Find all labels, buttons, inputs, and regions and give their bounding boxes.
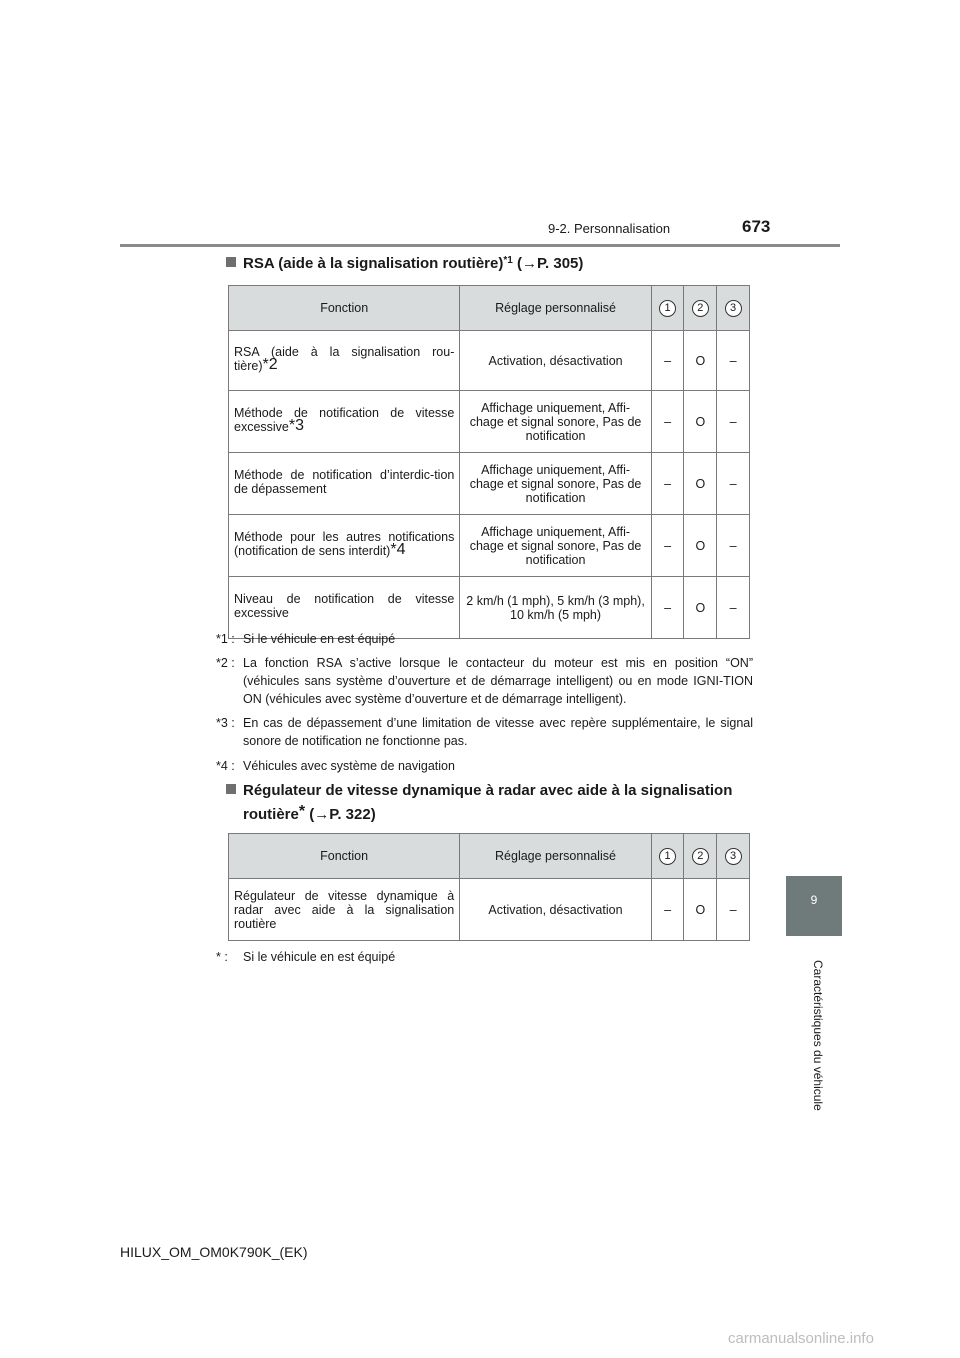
square-bullet-icon [226,784,236,794]
page-number: 673 [742,217,771,236]
footnote: *4 : Véhicules avec système de navigation [216,759,455,773]
chapter-tab: 9 [786,876,842,936]
header-function: Fonction [229,286,460,331]
radar-cruise-settings-table [228,833,750,941]
col3-cell: – [717,453,750,515]
setting-cell: Affichage uniquement, Affi-chage et signal sonore, Pas de notification [460,391,651,453]
function-cell: Méthode de notification d’interdic-tion de dépassement [229,453,460,515]
setting-cell: Activation, désactivation [460,879,651,941]
col2-cell: O [684,331,717,391]
header-col3: 3 [717,834,750,879]
section2-title: Régulateur de vitesse dynamique à radar avec aide à la signalisation routière* (→P. 322) [226,779,750,827]
header-col2: 2 [684,286,717,331]
col3-cell: – [717,577,750,639]
footnote: * : Si le véhicule en est équipé [216,950,396,964]
col3-cell: – [717,331,750,391]
rsa-settings-table [228,285,750,639]
col2-cell: O [684,577,717,639]
header-rule [120,244,840,247]
col2-cell: O [684,453,717,515]
document-code: HILUX_OM_OM0K790K_(EK) [120,1244,308,1260]
col2-cell: O [684,391,717,453]
function-cell: RSA (aide à la signalisation rou-tière)*2 [229,331,460,391]
col1-cell: – [651,515,684,577]
table-header-row [229,834,750,879]
table-header-row [229,286,750,331]
watermark: carmanualsonline.info [728,1330,874,1347]
table-row [229,331,750,391]
function-cell: Niveau de notification de vitesse excessive [229,577,460,639]
header-col1: 1 [651,834,684,879]
col3-cell: – [717,879,750,941]
col1-cell: – [651,391,684,453]
col2-cell: O [684,879,717,941]
section1-ref: (→P. 305) [516,255,584,272]
section-header: 9-2. Personnalisation [548,221,671,236]
table-row [229,879,750,941]
col3-cell: – [717,515,750,577]
col1-cell: – [651,453,684,515]
table-row [229,453,750,515]
setting-cell: Affichage uniquement, Affi-chage et signal sonore, Pas de notification [460,515,651,577]
col1-cell: – [651,879,684,941]
header-setting: Réglage personnalisé [460,286,651,331]
header-col2: 2 [684,834,717,879]
header-col3: 3 [717,286,750,331]
setting-cell: Activation, désactivation [460,331,651,391]
header-function: Fonction [229,834,460,879]
section2-ref: (→P. 322) [309,806,376,823]
col2-cell: O [684,515,717,577]
table-row [229,391,750,453]
footnote: *2 : La fonction RSA s’active lorsque le contacteur du moteur est mis en position “ON” (véhicules sans système d’ouverture et de démarrage intelligent) ou en mode IGNI-TION ON (véhicules avec système d’ouverture et de démarrage intelligent). [216,656,753,706]
footnote: *1 : Si le véhicule en est équipé [216,632,396,646]
col3-cell: – [717,391,750,453]
footnote: *3 : En cas de dépassement d’une limitation de vitesse avec repère supplémentaire, le signal sonore de notification ne fonctionne pas. [216,716,753,748]
function-cell: Méthode pour les autres notifications (notification de sens interdit)*4 [229,515,460,577]
col1-cell: – [651,331,684,391]
chapter-title: Caractéristiques du véhicule [811,960,825,1111]
function-cell: Méthode de notification de vitesse excessive*3 [229,391,460,453]
section1-title: RSA (aide à la signalisation routière)$^{*1}$ (→P. 305) [226,252,583,276]
header-col1: 1 [651,286,684,331]
setting-cell: 2 km/h (1 mph), 5 km/h (3 mph), 10 km/h (5 mph) [460,577,651,639]
function-cell: Régulateur de vitesse dynamique à radar avec aide à la signalisation routière [229,879,460,941]
setting-cell: Affichage uniquement, Affi-chage et signal sonore, Pas de notification [460,453,651,515]
square-bullet-icon [226,257,236,267]
col1-cell: – [651,577,684,639]
table-row [229,515,750,577]
header-setting: Réglage personnalisé [460,834,651,879]
